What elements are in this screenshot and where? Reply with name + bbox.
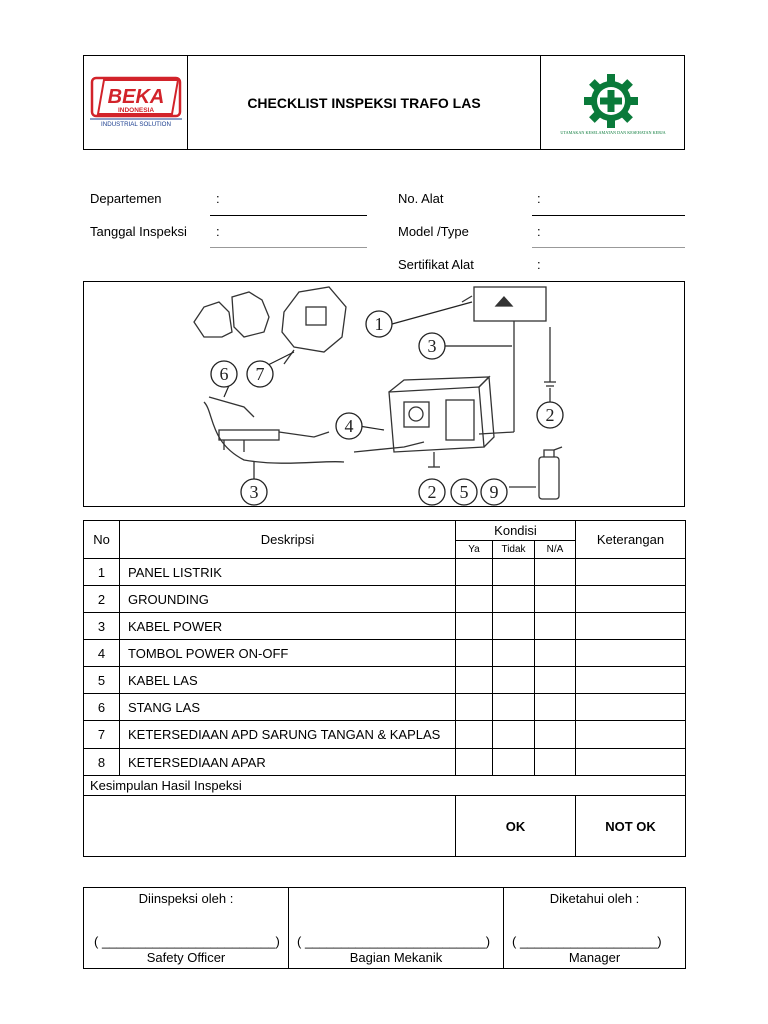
- manager-signature-cell[interactable]: [504, 888, 686, 969]
- row-desc: TOMBOL POWER ON-OFF: [120, 640, 456, 667]
- sertifikat-alat-label: Sertifikat Alat: [398, 257, 474, 272]
- callout-3-bottom-label: 3: [249, 482, 259, 502]
- departemen-field[interactable]: [210, 215, 367, 216]
- row-no: 3: [84, 613, 120, 640]
- col-deskripsi-header: Deskripsi: [120, 521, 456, 559]
- col-ya-header: Ya: [456, 541, 493, 559]
- model-colon: :: [537, 224, 541, 239]
- ya-cell[interactable]: [456, 667, 493, 694]
- keterangan-cell[interactable]: [576, 694, 686, 721]
- row-desc: STANG LAS: [120, 694, 456, 721]
- company-tagline: INDUSTRIAL SOLUTION: [101, 121, 171, 128]
- inspected-by-label: Diinspeksi oleh :: [138, 891, 234, 906]
- callout-2-bottom-label: 2: [427, 482, 437, 502]
- row-no: 5: [84, 667, 120, 694]
- keterangan-cell[interactable]: [576, 559, 686, 586]
- keterangan-cell[interactable]: [576, 721, 686, 749]
- na-cell[interactable]: [535, 694, 576, 721]
- callout-2-right-label: 2: [545, 405, 555, 425]
- known-by-label: Diketahui oleh :: [549, 891, 640, 906]
- safety-officer-label: Safety Officer: [146, 950, 226, 965]
- col-keterangan-header: Keterangan: [576, 521, 686, 559]
- table-row: [84, 721, 686, 749]
- no-alat-label: No. Alat: [398, 191, 444, 206]
- callout-3-top-label: 3: [427, 336, 437, 356]
- k3-gear-icon: [584, 74, 638, 128]
- tidak-cell[interactable]: [493, 667, 535, 694]
- row-desc: KABEL LAS: [120, 667, 456, 694]
- na-cell[interactable]: [535, 586, 576, 613]
- row-no: 7: [84, 721, 120, 749]
- welding-transformer-diagram: [83, 281, 685, 507]
- document-title: CHECKLIST INSPEKSI TRAFO LAS: [247, 94, 481, 111]
- col-no-header: No: [84, 521, 120, 559]
- ya-cell[interactable]: [456, 749, 493, 776]
- no-alat-colon: :: [537, 191, 541, 206]
- na-cell[interactable]: [535, 559, 576, 586]
- na-cell[interactable]: [535, 667, 576, 694]
- keterangan-cell[interactable]: [576, 667, 686, 694]
- row-desc: GROUNDING: [120, 586, 456, 613]
- ya-cell[interactable]: [456, 559, 493, 586]
- model-type-label: Model /Type: [398, 224, 469, 239]
- row-no: 1: [84, 559, 120, 586]
- k3-logo-text: UTAMAKAN KESELAMATAN DAN KESEHATAN KERJA: [560, 130, 666, 135]
- fire-extinguisher-icon: [539, 457, 559, 499]
- not-ok-option[interactable]: NOT OK: [576, 796, 686, 857]
- welding-machine-icon: [389, 387, 484, 452]
- keterangan-cell[interactable]: [576, 749, 686, 776]
- inspector-signature-cell[interactable]: [84, 888, 289, 969]
- tidak-cell[interactable]: [493, 749, 535, 776]
- k3-logo: [540, 56, 684, 149]
- table-row: [84, 694, 686, 721]
- table-row: [84, 749, 686, 776]
- inspector-name-blank: ( ________________________): [94, 934, 280, 949]
- welding-table-icon: [219, 430, 279, 440]
- callout-6-label: 6: [219, 364, 229, 384]
- tanggal-colon: :: [216, 224, 220, 239]
- manager-name-blank: ( ___________________): [512, 934, 662, 949]
- table-row: [84, 559, 686, 586]
- model-type-field[interactable]: [532, 247, 685, 248]
- mechanic-signature-cell[interactable]: [289, 888, 504, 969]
- col-na-header: N/A: [535, 541, 576, 559]
- ya-cell[interactable]: [456, 721, 493, 749]
- row-no: 8: [84, 749, 120, 776]
- glove-icon: [194, 302, 232, 337]
- na-cell[interactable]: [535, 749, 576, 776]
- table-row: [84, 667, 686, 694]
- tidak-cell[interactable]: [493, 559, 535, 586]
- col-tidak-header: Tidak: [493, 541, 535, 559]
- ok-option[interactable]: OK: [456, 796, 576, 857]
- departemen-colon: :: [216, 191, 220, 206]
- company-logo: [84, 56, 188, 149]
- keterangan-cell[interactable]: [576, 613, 686, 640]
- document-header: [83, 55, 685, 150]
- tidak-cell[interactable]: [493, 694, 535, 721]
- row-desc: PANEL LISTRIK: [120, 559, 456, 586]
- keterangan-cell[interactable]: [576, 640, 686, 667]
- manager-label: Manager: [568, 950, 621, 965]
- callout-5-label: 5: [459, 482, 469, 502]
- helmet-icon: [282, 287, 346, 352]
- departemen-label: Departemen: [90, 191, 162, 206]
- table-row: [84, 613, 686, 640]
- callout-1-label: 1: [374, 314, 384, 334]
- ya-cell[interactable]: [456, 694, 493, 721]
- signature-table: [83, 887, 686, 969]
- tanggal-inspeksi-field[interactable]: [210, 247, 367, 248]
- tidak-cell[interactable]: [493, 586, 535, 613]
- no-alat-field[interactable]: [532, 215, 685, 216]
- keterangan-cell[interactable]: [576, 586, 686, 613]
- callout-4-label: 4: [344, 416, 354, 436]
- tanggal-inspeksi-label: Tanggal Inspeksi: [90, 224, 187, 239]
- table-row: [84, 586, 686, 613]
- row-desc: KETERSEDIAAN APD SARUNG TANGAN & KAPLAS: [120, 721, 456, 749]
- callout-9-label: 9: [489, 482, 499, 502]
- kesimpulan-notes-cell[interactable]: [84, 796, 456, 857]
- company-logo-text: BEKA: [107, 86, 165, 108]
- sertifikat-colon: :: [537, 257, 541, 272]
- na-cell[interactable]: [535, 721, 576, 749]
- col-kondisi-header: Kondisi: [456, 521, 576, 541]
- row-no: 4: [84, 640, 120, 667]
- tidak-cell[interactable]: [493, 613, 535, 640]
- tidak-cell[interactable]: [493, 640, 535, 667]
- company-logo-sub: INDONESIA: [117, 107, 155, 114]
- kesimpulan-label: Kesimpulan Hasil Inspeksi: [84, 776, 686, 796]
- mechanic-name-blank: ( _________________________): [297, 934, 491, 949]
- tidak-cell[interactable]: [493, 721, 535, 749]
- bagian-mekanik-label: Bagian Mekanik: [349, 950, 443, 965]
- callout-7-label: 7: [255, 364, 265, 384]
- row-desc: KETERSEDIAAN APAR: [120, 749, 456, 776]
- row-desc: KABEL POWER: [120, 613, 456, 640]
- row-no: 2: [84, 586, 120, 613]
- ya-cell[interactable]: [456, 640, 493, 667]
- ya-cell[interactable]: [456, 613, 493, 640]
- table-row: [84, 640, 686, 667]
- na-cell[interactable]: [535, 613, 576, 640]
- ya-cell[interactable]: [456, 586, 493, 613]
- row-no: 6: [84, 694, 120, 721]
- na-cell[interactable]: [535, 640, 576, 667]
- checklist-table: [83, 520, 686, 857]
